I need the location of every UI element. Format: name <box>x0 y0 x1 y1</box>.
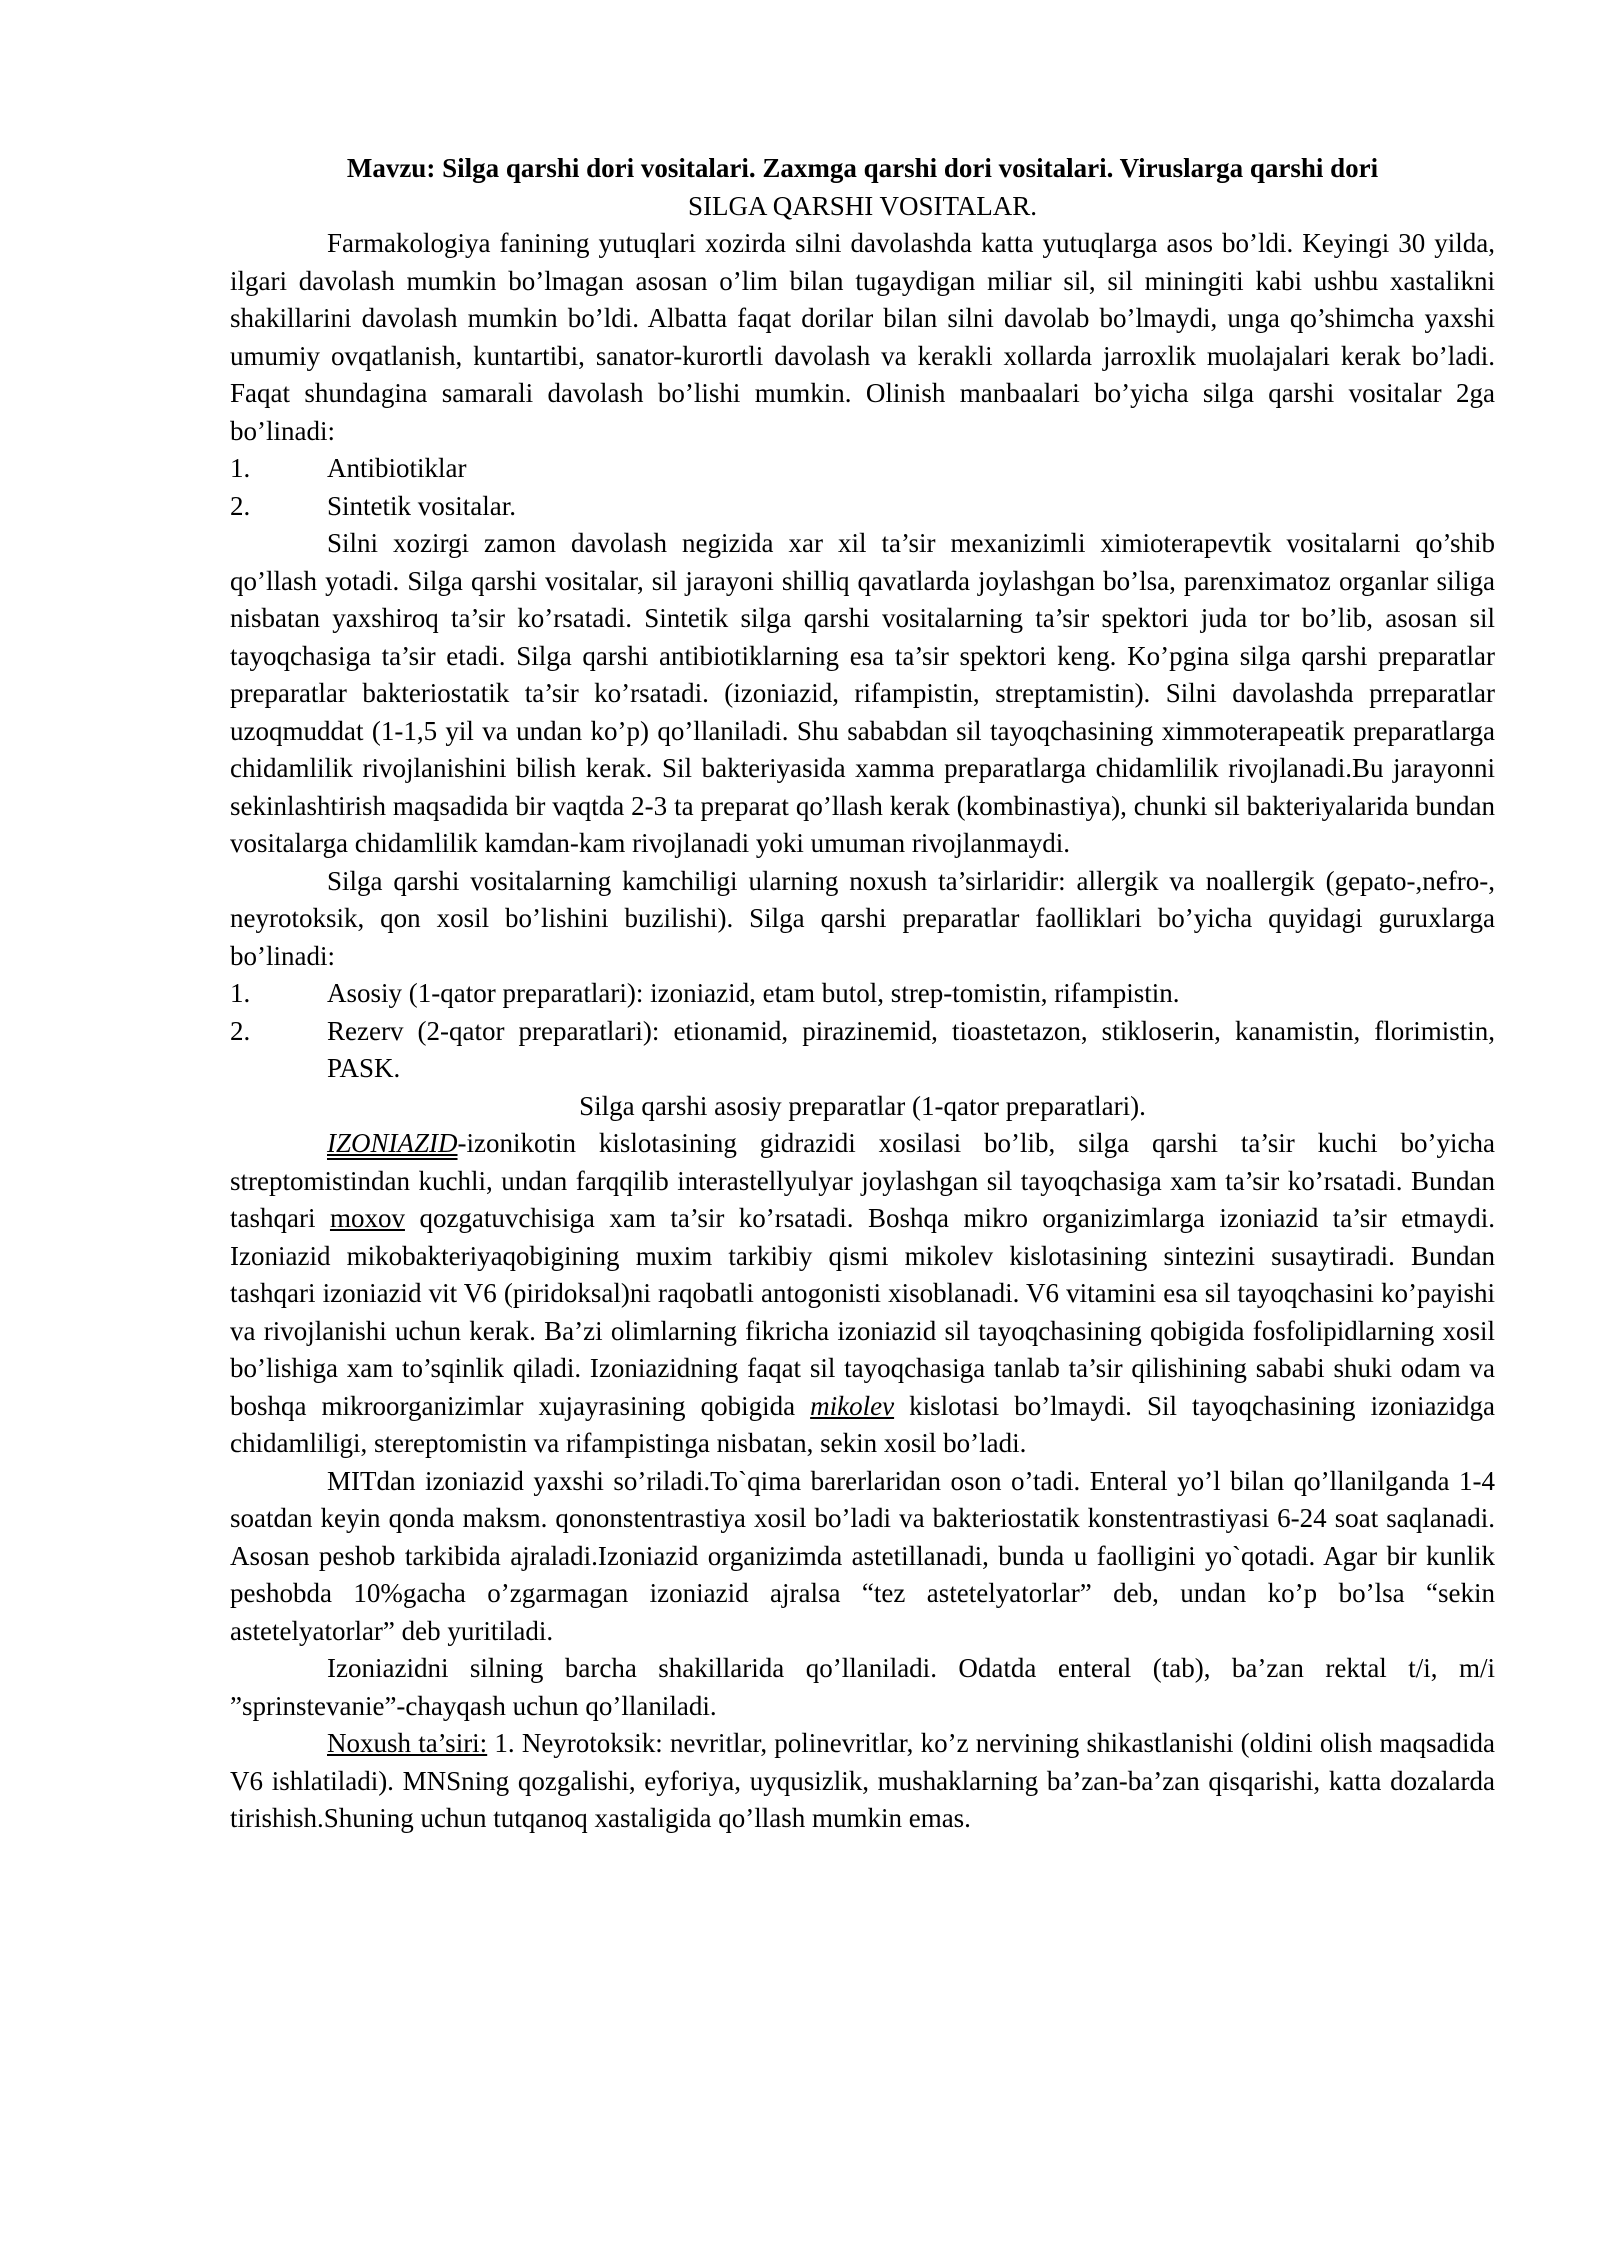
list-number: 2. <box>230 1015 251 1046</box>
list-text: Sintetik vositalar. <box>327 490 516 521</box>
underlined-term: mikolev <box>810 1390 895 1421</box>
list-item <box>230 1013 1495 1088</box>
document-title: Mavzu: Silga qarshi dori vositalari. Zaxmga qarshi dori vositalari. Viruslarga qarshi dori <box>346 153 1379 183</box>
drug-term: IZONIAZID <box>327 1128 458 1158</box>
paragraph-treatment: Silni xozirgi zamon davolash negizida xar xil ta’sir mexanizimli ximioterapevtik vositalarni qo’shib qo’llash yotadi. Silga qarshi vositalar, sil jarayoni shilliq qavatlarda joylashgan bo’lsa, parenximatoz organlar siliga nisbatan yaxshiroq ta’sir ko’rsatadi. Sintetik silga qarshi vositalarning ta’sir spektori juda tor bo’lib, asosan sil tayoqchasiga ta’sir etadi. Silga qarshi antibiotiklarning esa ta’sir spektori keng. Ko’pgina silga qarshi preparatlar preparatlar bakteriostatik ta’sir ko’rsatadi. (izoniazid, rifampistin, streptamistin). Silni davolashda prreparatlar uzoqmuddat (1-1,5 yil va undan ko’p) qo’llaniladi. Shu sababdan sil tayoqchasining ximmoterapeatik preparatlarga chidamlilik rivojlanishini bilish kerak. Sil bakteriyasida xamma preparatlarga chidamlilik rivojlanadi.Bu jarayonni sekinlashtirish maqsadida bir vaqtda 2-3 ta preparat qo’llash kerak (kombinastiya), chunki sil bakteriyalarida bundan vositalarga chidamlilik kamdan-kam rivojlanadi yoki umuman rivojlanmaydi. <box>230 528 1495 858</box>
paragraph-text: qozgatuvchisiga xam ta’sir ko’rsatadi. Boshqa mikro organizimlarga izoniazid ta’sir etmaydi. Izoniazid mikobakteriyaqobigining muxim tarkibiy qismi mikolev kislotasining sintezini susaytiradi. Bundan tashqari izoniazid vit V6 (piridoksal)ni raqobatli antogonisti xisoblanadi. V6 vitamini esa sil tayoqchasini ko’payishi va rivojlanishi uchun kerak. Ba’zi olimlarning fikricha izoniazid sil tayoqchasining qobigida fosfolipidlarning xosil bo’lishiga xam to’sqinlik qiladi. Izoniazidning faqat sil tayoqchasiga tanlab ta’sir qilishining sababi shuki odam va boshqa mikroorganizimlar xujayrasining qobigida <box>230 1203 1495 1421</box>
list-sources <box>230 450 1495 525</box>
list-text: Rezerv (2-qator preparatlari): etionamid, pirazinemid, tioastetazon, stikloserin, kanamistin, florimistin, PASK. <box>327 1015 1495 1083</box>
subsection-heading: Silga qarshi asosiy preparatlar (1-qator preparatlari). <box>579 1090 1146 1121</box>
underlined-term: moxov <box>329 1203 405 1233</box>
paragraph-side-effects: Silga qarshi vositalarning kamchiligi ularning noxush ta’sirlaridir: allergik va noallergik (gepato-,nefro-, neyrotoksik, qon xosil bo’lishini buzilishi). Silga qarshi preparatlar faolliklari bo’yicha quyidagi guruxlarga bo’linadi: <box>230 865 1495 971</box>
paragraph-izoniazid <box>230 1125 1495 1463</box>
list-item <box>230 488 1495 526</box>
list-item <box>230 450 1495 488</box>
list-number: 1. <box>230 453 251 483</box>
paragraph-intro: Farmakologiya fanining yutuqlari xozirda silni davolashda katta yutuqlarga asos bo’ldi. Keyingi 30 yilda, ilgari davolash mumkin bo’lmagan asosan o’lim bilan tugaydigan miliar sil, sil miningiti kabi ushbu xastalikni shakillarini davolash mumkin bo’ldi. Albatta faqat dorilar bilan silni davolab bo’lmaydi, unga qo’shimcha yaxshi umumiy ovqatlanish, kuntartibi, sanator-kurortli davolash va kerakli xollarda jarroxlik muolajalari kerak bo’ladi. Faqat shundagina samarali davolash bo’lishi mumkin. Olinish manbaalari bo’yicha silga qarshi vositalar 2ga bo’linadi: <box>230 228 1495 446</box>
list-number: 2. <box>230 490 251 521</box>
paragraph-adverse-effects <box>230 1725 1495 1838</box>
adverse-label: Noxush ta’siri: <box>327 1728 488 1758</box>
paragraph-usage: Izoniazidni silning barcha shakillarida qo’llaniladi. Odatda enteral (tab), ba’zan rektal t/i, m/i ”sprinstevanie”-chayqash uchun qo’llaniladi. <box>230 1653 1495 1721</box>
paragraph-pharmacokinetics: MITdan izoniazid yaxshi so’riladi.To`qima barerlaridan oson o’tadi. Enteral yo’l bilan qo’llanilganda 1-4 soatdan keyin qonda maksm. qononstentrastiya xosil bo’ladi va bakteriostatik konstentrastiyasi 6-24 soat saqlanadi. Asosan peshob tarkibida ajraladi.Izoniazid organizimda astetillanadi, bunda u faolligini yo`qotadi. Agar bir kunlik peshobda 10%gacha o’zgarmagan izoniazid ajralsa “tez astetelyatorlar” deb, undan ko’p bo’lsa “sekin astetelyatorlar” deb yuritiladi. <box>230 1465 1495 1646</box>
section-heading: SILGA QARSHI VOSITALAR. <box>687 190 1038 221</box>
list-text: Asosiy (1-qator preparatlari): izoniazid, etam butol, strep-tomistin, rifampistin. <box>327 978 1180 1008</box>
list-item <box>230 975 1495 1013</box>
list-groups <box>230 975 1495 1088</box>
list-number: 1. <box>230 978 251 1008</box>
paragraph-text: -izonikotin kislotasining gidrazidi xosilasi bo’lib, silga qarshi ta’sir kuchi bo’yicha streptomistindan kuchli, undan farqqilib interastellyulyar joylashgan sil tayoqchasiga xam ta’sir ko’rsatadi. Bundan tashqari <box>230 1128 1495 1233</box>
paragraph-text: 1. Neyrotoksik: nevritlar, polinevritlar, ko’z nervining shikastlanishi (oldini olish maqsadida V6 ishlatiladi). MNSning qozgalishi, eyforiya, uyqusizlik, mushaklarning ba’zan-ba’zan qisqarishi, katta dozalarda tirishish.Shuning uchun tutqanoq xastaligida qo’llash mumkin emas. <box>230 1728 1495 1833</box>
paragraph-text: kislotasi bo’lmaydi. Sil tayoqchasining izoniazidga chidamliligi, stereptomistin va rifampistinga nisbatan, sekin xosil bo’ladi. <box>230 1390 1496 1458</box>
list-text: Antibiotiklar <box>327 453 467 483</box>
document-page <box>230 150 1495 1838</box>
